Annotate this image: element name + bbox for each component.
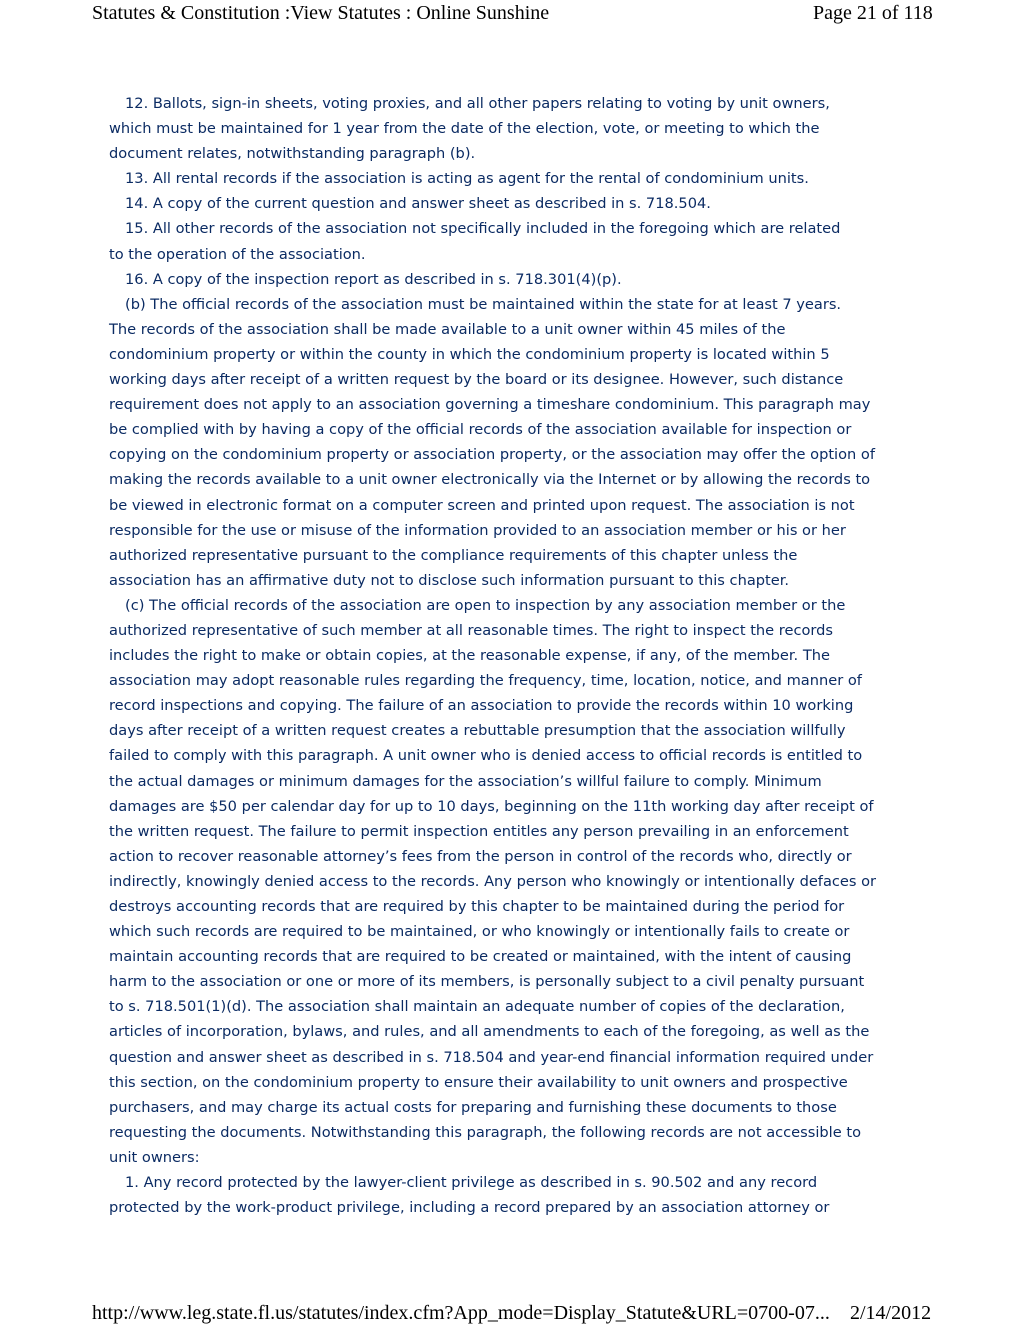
text-line: destroys accounting records that are required by this chapter to be maintained during the period for <box>109 898 845 915</box>
text-line: to s. 718.501(1)(d). The association shall maintain an adequate number of copies of the declaration, <box>109 998 845 1016</box>
text-line: unit owners: <box>109 1148 200 1166</box>
text-line: requirement does not apply to an association governing a timeshare condominium. This paragraph may <box>109 396 871 414</box>
text-line: authorized representative of such member at all reasonable times. The right to inspect the records <box>109 621 834 639</box>
text-line: 14. A copy of the current question and answer sheet as described in s. 718.504. <box>125 195 711 213</box>
page-number: Page 21 of 118 <box>813 2 933 24</box>
text-line: includes the right to make or obtain copies, at the reasonable expense, if any, of the member. The <box>109 647 830 665</box>
text-line: articles of incorporation, bylaws, and rules, and all amendments to each of the foregoing, as well as the <box>109 1023 870 1041</box>
text-line: responsible for the use or misuse of the information provided to an association member or his or her <box>109 521 846 539</box>
statute-text <box>109 91 909 1220</box>
text-line: record inspections and copying. The failure of an association to provide the records within 10 working <box>109 697 854 715</box>
text-line: to the operation of the association. <box>109 245 366 263</box>
text-line: making the records available to a unit owner electronically via the Internet or by allowing the records to <box>109 471 871 489</box>
text-line: 12. Ballots, sign-in sheets, voting proxies, and all other papers relating to voting by unit owners, <box>125 95 830 112</box>
text-line: harm to the association or one or more of its members, is personally subject to a civil penalty pursuant <box>109 973 865 991</box>
text-line: days after receipt of a written request creates a rebuttable presumption that the association willfully <box>109 722 846 740</box>
text-line: working days after receipt of a written request by the board or its designee. However, such distance <box>109 371 844 389</box>
text-line: purchasers, and may charge its actual costs for preparing and furnishing these documents to those <box>109 1098 837 1116</box>
text-line: association has an affirmative duty not to disclose such information pursuant to this chapter. <box>109 571 790 589</box>
text-line: requesting the documents. Notwithstanding this paragraph, the following records are not accessible to <box>109 1123 862 1141</box>
text-line: document relates, notwithstanding paragraph (b). <box>109 145 476 163</box>
text-line: which must be maintained for 1 year from the date of the election, vote, or meeting to which the <box>109 120 820 138</box>
text-line: question and answer sheet as described in s. 718.504 and year-end financial information required under <box>109 1048 874 1066</box>
text-line: association may adopt reasonable rules regarding the frequency, time, location, notice, and manner of <box>109 672 862 690</box>
text-line: copying on the condominium property or association property, or the association may offer the option of <box>109 446 875 464</box>
text-line: the written request. The failure to permit inspection entitles any person prevailing in an enforcement <box>109 822 849 840</box>
text-line: damages are $50 per calendar day for up to 10 days, beginning on the 11th working day after receipt of <box>109 797 874 815</box>
print-date: 2/14/2012 <box>850 1302 932 1324</box>
text-line: the actual damages or minimum damages for the association’s willful failure to comply. Minimum <box>109 772 822 790</box>
text-line: 15. All other records of the association not specifically included in the foregoing which are related <box>125 220 841 238</box>
text-line: be complied with by having a copy of the official records of the association available for inspection or <box>109 421 852 439</box>
page-url: http://www.leg.state.fl.us/statutes/index.cfm?App_mode=Display_Statute&URL=0700-07... <box>92 1302 830 1324</box>
text-line: The records of the association shall be made available to a unit owner within 45 miles of the <box>109 320 786 338</box>
text-line: condominium property or within the county in which the condominium property is located within 5 <box>109 345 830 363</box>
text-line: 13. All rental records if the association is acting as agent for the rental of condominium units. <box>125 170 809 188</box>
text-line: 1. Any record protected by the lawyer-client privilege as described in s. 90.502 and any record <box>125 1174 818 1192</box>
text-line: action to recover reasonable attorney’s fees from the person in control of the records who, directly or <box>109 847 852 865</box>
text-line: failed to comply with this paragraph. A unit owner who is denied access to official records is entitled to <box>109 747 863 765</box>
page-header-title: Statutes & Constitution :View Statutes : Online Sunshine <box>92 2 550 24</box>
text-line: this section, on the condominium property to ensure their availability to unit owners and prospective <box>109 1073 848 1091</box>
text-line: maintain accounting records that are required to be created or maintained, with the intent of causing <box>109 948 852 966</box>
text-line: protected by the work-product privilege, including a record prepared by an association attorney or <box>109 1199 830 1217</box>
text-line: be viewed in electronic format on a computer screen and printed upon request. The association is not <box>109 496 855 514</box>
text-line: which such records are required to be maintained, or who knowingly or intentionally fails to create or <box>109 923 850 941</box>
text-line: 16. A copy of the inspection report as described in s. 718.301(4)(p). <box>125 270 622 288</box>
text-line: authorized representative pursuant to the compliance requirements of this chapter unless the <box>109 546 798 564</box>
text-line: (c) The official records of the association are open to inspection by any association member or the <box>125 596 846 614</box>
text-line: (b) The official records of the association must be maintained within the state for at least 7 years. <box>125 295 842 313</box>
text-line: indirectly, knowingly denied access to the records. Any person who knowingly or intentionally defaces or <box>109 872 877 890</box>
